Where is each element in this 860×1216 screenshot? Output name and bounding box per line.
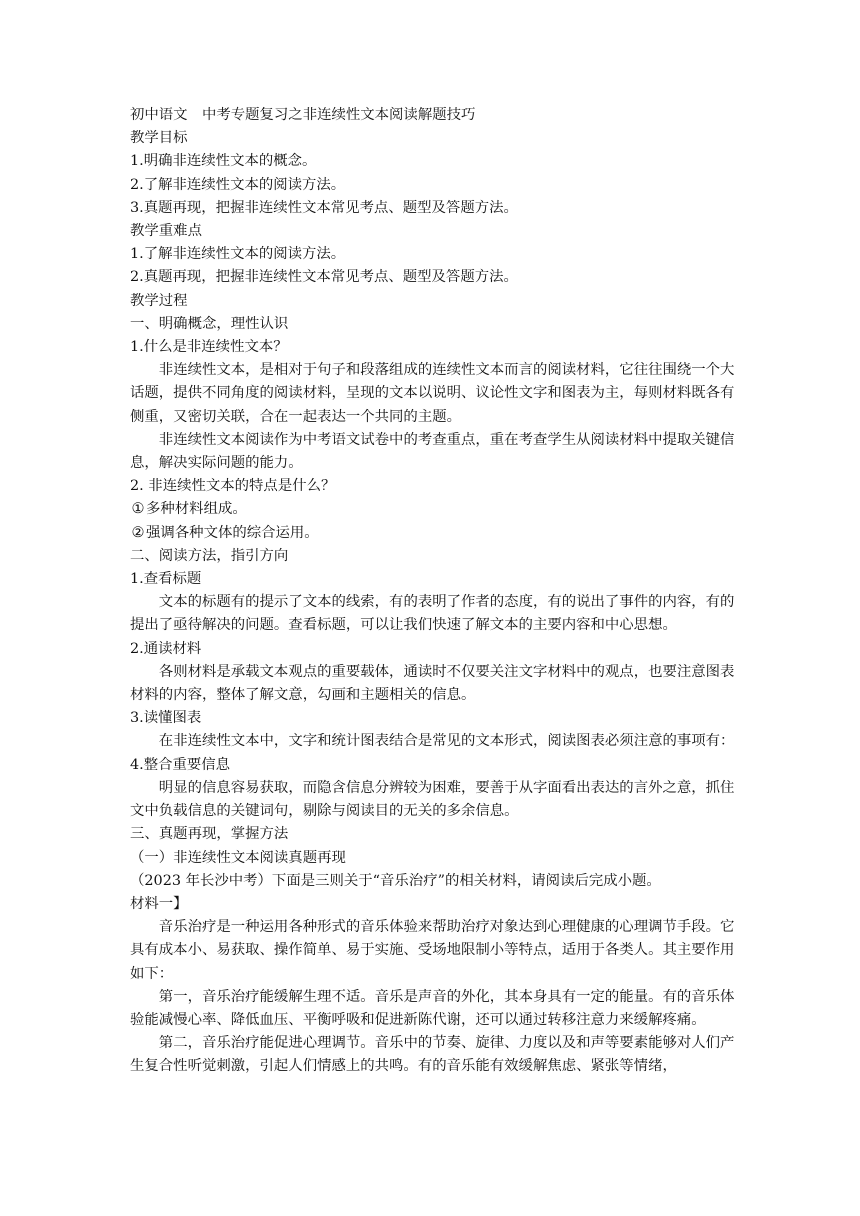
material-paragraph: 第二，音乐治疗能促进心理调节。音乐中的节奏、旋律、力度以及和声等要素能够对人们产生复合性听觉刺激，引起人们情感上的共鸣。有的音乐能有效缓解焦虑、紧张等情绪， xyxy=(130,1035,735,1075)
goal-item: 2.了解非连续性文本的阅读方法。 xyxy=(130,176,346,193)
material-paragraph: 音乐治疗是一种运用各种形式的音乐体验来帮助治疗对象达到心理健康的心理调节手段。它具有成本小、易获取、操作简单、易于实施、受场地限制小等特点，适用于各类人。其主要作用如下： xyxy=(130,919,735,982)
difficulty-item: 2.真题再现，把握非连续性文本常见考点、题型及答题方法。 xyxy=(130,269,518,286)
section-1-paragraph: 非连续性文本，是相对于句子和段落组成的连续性文本而言的阅读材料，它往往围绕一个大话题，提供不同角度的阅读材料，呈现的文本以说明、议论性文字和图表为主，每则材料既各有侧重，又密切关联，合在一起表达一个共同的主题。 xyxy=(130,362,735,425)
goals-heading: 教学目标 xyxy=(130,130,188,147)
section-3-subtitle: （一）非连续性文本阅读真题再现 xyxy=(130,849,346,866)
document-title: 初中语文 中考专题复习之非连续性文本阅读解题技巧 xyxy=(130,107,476,123)
goal-item: 1.明确非连续性文本的概念。 xyxy=(130,153,317,170)
material-1-heading: 材料一】 xyxy=(130,895,188,912)
circled-number: ① xyxy=(131,501,145,518)
feature-item xyxy=(130,522,735,545)
section-1-paragraph: 非连续性文本阅读作为中考语文试卷中的考查重点，重在考查学生从阅读材料中提取关键信息，解决实际问题的能力。 xyxy=(130,431,735,472)
method-paragraph: 各则材料是承载文本观点的重要载体，通读时不仅要关注文字材料中的观点，也要注意图表材料的内容，整体了解文意，勾画和主题相关的信息。 xyxy=(130,663,735,704)
section-1-question-2: 2. 非连续性文本的特点是什么？ xyxy=(130,478,336,495)
goal-item: 3.真题再现，把握非连续性文本常见考点、题型及答题方法。 xyxy=(130,199,518,216)
method-paragraph: 文本的标题有的提示了文本的线索，有的表明了作者的态度，有的说出了事件的内容，有的提出了亟待解决的问题。查看标题，可以让我们快速了解文本的主要内容和中心思想。 xyxy=(130,594,735,634)
method-heading: 3.读懂图表 xyxy=(130,710,202,727)
method-paragraph: 明显的信息容易获取，而隐含信息分辨较为困难，要善于从字面看出表达的言外之意，抓住文中负载信息的关键词句，剔除与阅读目的无关的多余信息。 xyxy=(130,779,735,820)
circled-number: ② xyxy=(131,524,145,541)
method-heading: 2.通读材料 xyxy=(130,640,202,657)
document-page xyxy=(130,104,735,1079)
method-heading: 4.整合重要信息 xyxy=(130,756,231,773)
exam-intro: （2023 年长沙中考）下面是三则关于“音乐治疗”的相关材料，请阅读后完成小题。 xyxy=(130,872,661,889)
difficulties-heading: 教学重难点 xyxy=(130,223,202,240)
section-1-title: 一、明确概念，理性认识 xyxy=(130,315,289,332)
feature-item xyxy=(130,498,735,521)
section-2-title: 二、阅读方法，指引方向 xyxy=(130,547,289,564)
feature-text: 强调各种文体的综合运用。 xyxy=(146,524,319,541)
feature-text: 多种材料组成。 xyxy=(146,501,247,518)
method-heading: 1.查看标题 xyxy=(130,571,202,588)
process-heading: 教学过程 xyxy=(130,292,188,309)
section-1-question-1: 1.什么是非连续性文本？ xyxy=(130,339,288,356)
material-paragraph: 第一，音乐治疗能缓解生理不适。音乐是声音的外化，其本身具有一定的能量。有的音乐体验能减慢心率、降低血压、平衡呼吸和促进新陈代谢，还可以通过转移注意力来缓解疼痛。 xyxy=(130,988,735,1028)
method-paragraph: 在非连续性文本中，文字和统计图表结合是常见的文本形式，阅读图表必须注意的事项有： xyxy=(158,733,735,750)
section-3-title: 三、真题再现，掌握方法 xyxy=(130,826,289,843)
difficulty-item: 1.了解非连续性文本的阅读方法。 xyxy=(130,246,346,263)
